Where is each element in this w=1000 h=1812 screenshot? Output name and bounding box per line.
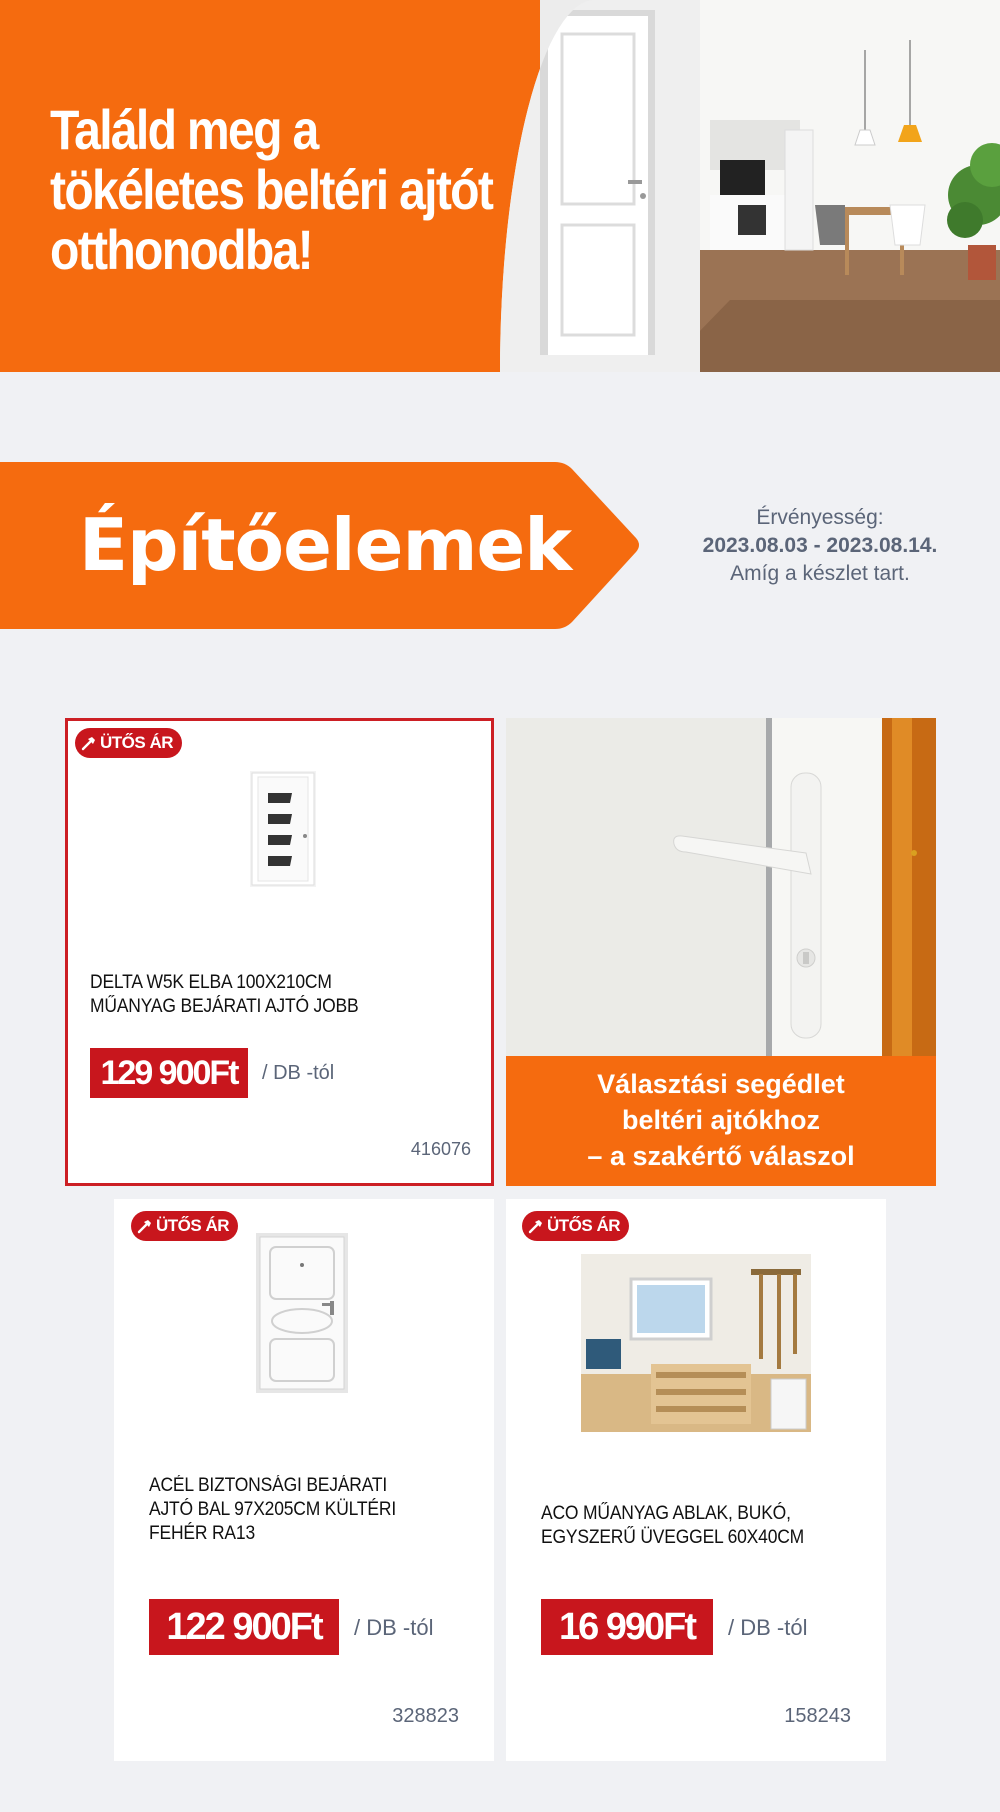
product-card-delta-door[interactable]	[65, 718, 494, 1186]
price-box: 16 990Ft	[541, 1599, 713, 1655]
uto-ar-badge	[131, 1211, 238, 1241]
product-name: DELTA W5K ELBA 100X210CM MŰANYAG BEJÁRATI AJTÓ JOBB	[90, 972, 359, 1017]
product-card-steel-door[interactable]	[114, 1199, 494, 1761]
validity-label: Érvényesség:	[756, 506, 884, 529]
validity-note: Amíg a készlet tart.	[730, 562, 910, 585]
price-unit: / DB -tól	[728, 1615, 808, 1640]
price-box: 122 900Ft	[149, 1599, 339, 1655]
product-sku: 158243	[784, 1705, 851, 1727]
badge-label: ÜTŐS ÁR	[100, 733, 173, 752]
uto-ar-badge	[75, 728, 182, 758]
product-card-aco-window[interactable]	[506, 1199, 886, 1761]
product-image-plastic-door	[250, 771, 316, 887]
product-sku: 416076	[410, 1139, 471, 1159]
badge-label: ÜTŐS ÁR	[547, 1216, 620, 1235]
hero-title: Találd meg a tökéletes beltéri ajtót otthonodba!	[50, 98, 493, 281]
validity-info	[670, 504, 970, 588]
product-name: ACO MŰANYAG ABLAK, BUKÓ, EGYSZERŰ ÜVEGGEL 60X40CM	[541, 1503, 805, 1548]
guide-banner[interactable]	[506, 1056, 936, 1186]
uto-ar-badge	[522, 1211, 629, 1241]
section-title: Építőelemek	[78, 503, 572, 587]
hammer-icon	[137, 1218, 153, 1234]
validity-dates: 2023.08.03 - 2023.08.14.	[702, 534, 938, 557]
product-name: ACÉL BIZTONSÁGI BEJÁRATI AJTÓ BAL 97X205CM KÜLTÉRI FEHÉR RA13	[149, 1475, 397, 1544]
hammer-icon	[528, 1218, 544, 1234]
guide-handle-photo[interactable]	[506, 718, 936, 1056]
price-box: 129 900Ft	[90, 1048, 248, 1098]
hammer-icon	[81, 735, 97, 751]
product-image-window	[581, 1254, 811, 1432]
price-unit: / DB -tól	[354, 1615, 434, 1640]
product-image-steel-door	[256, 1233, 348, 1393]
hero-interior-photo	[500, 0, 1000, 372]
product-sku: 328823	[392, 1705, 459, 1727]
guide-line-2: beltéri ajtókhoz	[621, 1105, 821, 1135]
badge-label: ÜTŐS ÁR	[156, 1216, 229, 1235]
guide-line-3: – a szakértő válaszol	[587, 1141, 855, 1171]
price-unit: / DB -tól	[262, 1062, 335, 1084]
guide-line-1: Választási segédlet	[597, 1069, 845, 1099]
hero-banner[interactable]	[0, 0, 1000, 372]
